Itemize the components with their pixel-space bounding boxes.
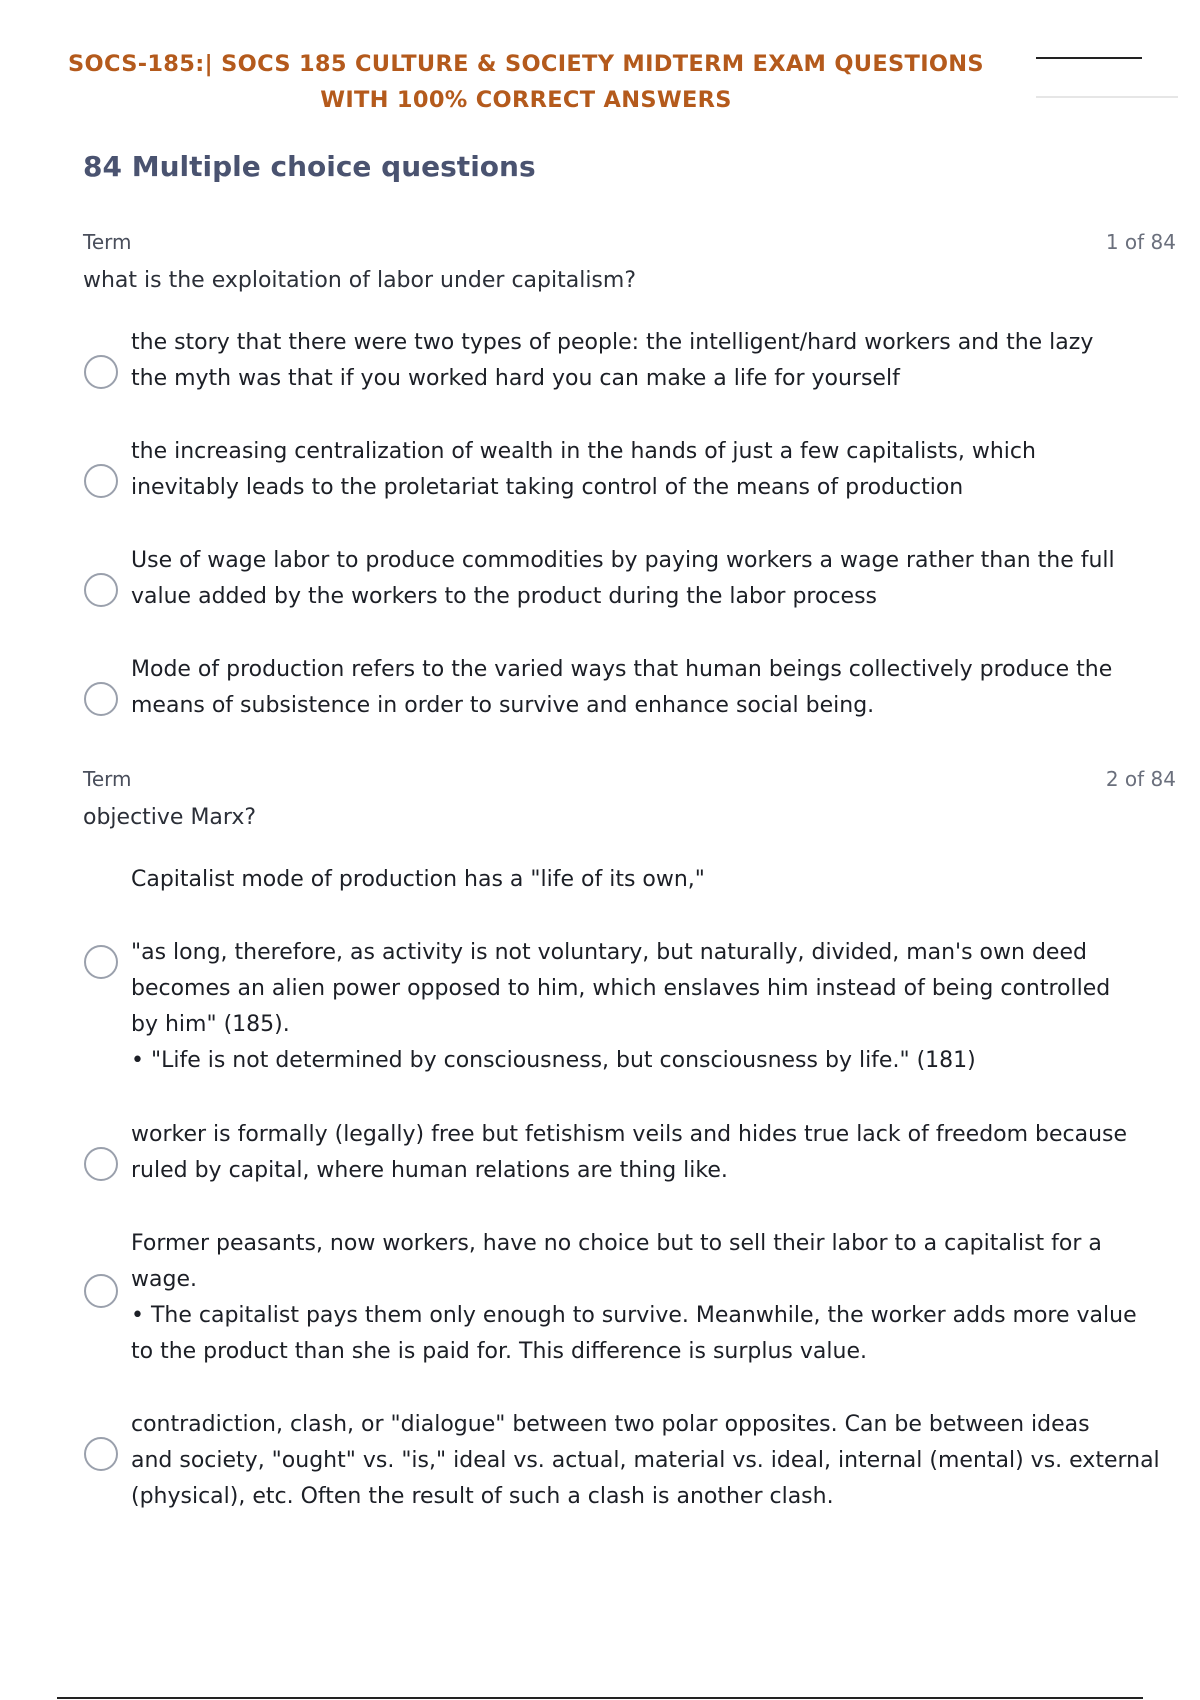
question-counter: 2 of 84 [1105, 767, 1176, 791]
answer-option-text: Mode of production refers to the varied ways that human beings collectively produce the means of subsistence in order to survive and enhance social being. [131, 657, 1113, 718]
term-label: Term [83, 230, 132, 254]
answer-option-text: the story that there were two types of people: the intelligent/hard workers and the lazy the myth was that if you worked hard you can make a life for yourself [131, 330, 1094, 391]
answer-option-text: worker is formally (legally) free but fetishism veils and hides true lack of freedom because ruled by capital, where human relations are thing like. [131, 1122, 1128, 1183]
header-divider-faint [1036, 96, 1178, 98]
radio-button[interactable] [84, 464, 118, 498]
term-label: Term [83, 767, 132, 791]
answer-option-text: Use of wage labor to produce commodities by paying workers a wage rather than the full value added by the workers to the product during the labor process [131, 548, 1115, 609]
radio-button[interactable] [84, 355, 118, 389]
answer-option-text: contradiction, clash, or "dialogue" between two polar opposites. Can be between ideas and society, "ought" vs. "is," ideal vs. actual, material vs. ideal, internal (mental) vs. external (physical), etc. Often the result of such a clash is another clash. [131, 1412, 1160, 1509]
radio-button[interactable] [84, 1147, 118, 1181]
answer-option-text: "as long, therefore, as activity is not voluntary, but naturally, divided, man's own deed becomes an alien power opposed to him, which enslaves him instead of being controlled by him" (185). • "Life is not determined by consciousness, but consciousness by life." (181) [131, 940, 1111, 1073]
answer-option-text: Former peasants, now workers, have no choice but to sell their labor to a capitalist for a wage. • The capitalist pays them only enough to survive. Meanwhile, the worker adds more value to the product than she is paid for. This difference is surplus value. [131, 1231, 1137, 1364]
radio-button[interactable] [84, 945, 118, 979]
question-set-heading: 84 Multiple choice questions [83, 150, 536, 183]
footer-divider [57, 1697, 1143, 1699]
question-prompt: what is the exploitation of labor under capitalism? [83, 268, 636, 293]
radio-button[interactable] [84, 682, 118, 716]
answer-option-text: Capitalist mode of production has a "life of its own," [131, 867, 705, 892]
document-title-line-1: SOCS-185:| SOCS 185 CULTURE & SOCIETY MIDTERM EXAM QUESTIONS [68, 51, 984, 77]
document-header [0, 42, 1200, 122]
question-prompt: objective Marx? [83, 805, 257, 830]
document-title-line-2: WITH 100% CORRECT ANSWERS [320, 87, 732, 113]
radio-button[interactable] [84, 1274, 118, 1308]
question-counter: 1 of 84 [1105, 230, 1176, 254]
header-divider [1036, 57, 1142, 59]
document-title [66, 46, 986, 118]
radio-button[interactable] [84, 573, 118, 607]
radio-button[interactable] [84, 1437, 118, 1471]
answer-option-text: the increasing centralization of wealth in the hands of just a few capitalists, which inevitably leads to the proletariat taking control of the means of production [131, 439, 1036, 500]
